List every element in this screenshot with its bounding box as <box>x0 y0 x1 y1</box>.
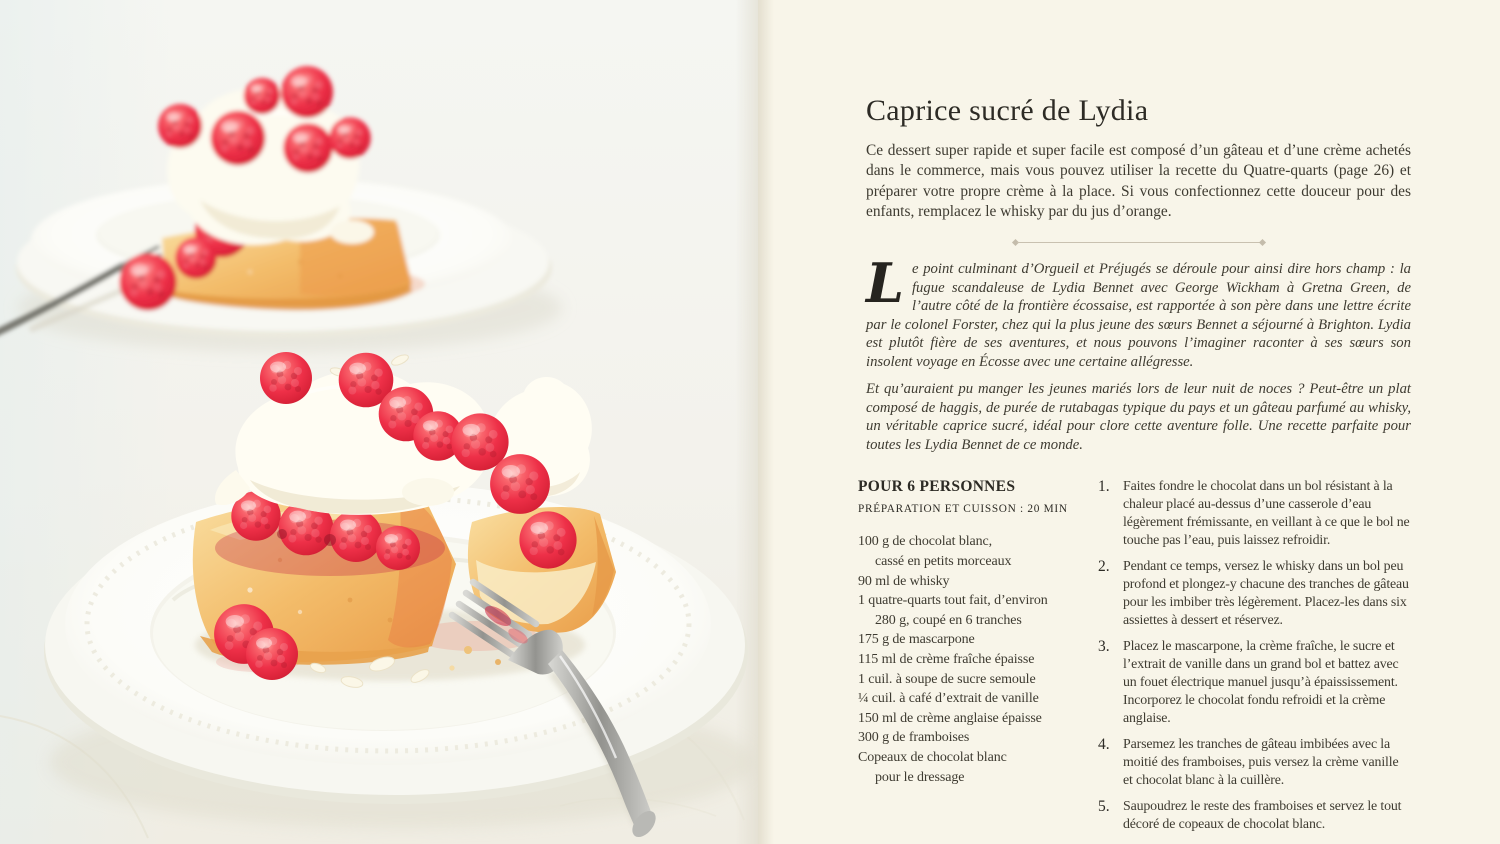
step-item <box>1098 736 1411 790</box>
step-item <box>1098 638 1411 728</box>
ingredient-item: 1 cuil. à soupe de sucre semoule <box>858 671 1036 687</box>
step-text: Parsemez les tranches de gâteau imbibées avec la moitié des framboises, puis versez la crème vanille et chocolat blanc à la cuillère. <box>1123 737 1399 789</box>
story-paragraph-2: Et qu’auraient pu manger les jeunes mariés lors de leur nuit de noces ? Peut-être un plat composé de haggis, de purée de rutabagas typique du pays et un gâteau parfumé au whisky, un véritable caprice sucré, idéal pour clore cette aventure folle. Une recette parfaite pour toutes les Lydia Bennet de ce monde. <box>866 381 1411 453</box>
story-text-1: e point culminant d’Orgueil et Préjugés se déroule pour ainsi dire hors champ : la fugue scandaleuse de Lydia Bennet avec George Wickham à Gretna Green, de l’autre côté de la frontière écossaise, est rapportée à son père dans une lettre écrite par le colonel Forster, chez qui la plus jeune des sœurs Bennet a séjourné à Brighton. Lydia est plutôt fière de ses aventures, et nous pouvons l’imaginer raconter à ses sœurs son insolent voyage en Écosse avec une certaine allégresse. <box>866 261 1411 370</box>
recipe-section <box>858 478 1411 842</box>
ingredient-item: 175 g de mascarpone <box>858 632 975 648</box>
prep-time: PRÉPARATION ET CUISSON : 20 MIN <box>858 503 1068 516</box>
ingredient-item: 1 quatre-quarts tout fait, d’environ <box>858 593 1048 609</box>
step-number: 1. <box>1098 478 1110 496</box>
step-number: 3. <box>1098 638 1110 656</box>
page-title: Caprice sucré de Lydia <box>866 94 1149 127</box>
step-item <box>1098 478 1411 550</box>
ingredients-column <box>858 478 1098 842</box>
ingredient-item: 115 ml de crème fraîche épaisse <box>858 652 1035 668</box>
step-item <box>1098 558 1411 630</box>
ingredient-item: 300 g de framboises <box>858 730 970 746</box>
ingredient-item: ¼ cuil. à café d’extrait de vanille <box>858 691 1039 707</box>
section-divider <box>1013 239 1265 246</box>
intro-paragraph: Ce dessert super rapide et super facile est composé d’un gâteau et d’une crème achetés dans le commerce, mais vous pouvez utiliser la recette du Quatre-quarts (page 26) et préparer votre propre crème à la place. Si vous confectionnez cette douceur pour des enfants, remplacez le whisky par du jus d’orange. <box>866 142 1411 220</box>
step-number: 4. <box>1098 736 1110 754</box>
step-text: Pendant ce temps, versez le whisky dans un bol peu profond et plongez-y chacune des tranches de gâteau pour les imbiber très légèrement. Placez-les dans six assiettes à dessert et réservez. <box>1123 559 1409 629</box>
recipe-content <box>858 0 1411 842</box>
step-item <box>1098 798 1411 834</box>
servings-heading: POUR 6 PERSONNES <box>858 478 1016 496</box>
divider-right-finial <box>1258 239 1265 246</box>
ingredient-item: 90 ml de whisky <box>858 573 950 589</box>
ingredient-item: cassé en petits morceaux <box>875 554 1012 570</box>
ingredient-item: 100 g de chocolat blanc, <box>858 534 993 550</box>
ingredient-item: 280 g, coupé en 6 tranches <box>875 612 1022 628</box>
recipe-page <box>758 0 1500 844</box>
ingredient-item: pour le dressage <box>875 769 965 785</box>
step-number: 5. <box>1098 798 1110 816</box>
ingredient-item: 150 ml de crème anglaise épaisse <box>858 710 1042 726</box>
ingredients-list <box>858 532 1098 787</box>
divider-line <box>1017 242 1261 243</box>
story-paragraph-1 <box>866 251 1411 371</box>
steps-list <box>1098 478 1411 842</box>
ingredient-item: Copeaux de chocolat blanc <box>858 750 1007 765</box>
step-text: Placez le mascarpone, la crème fraîche, le sucre et l’extrait de vanille dans un grand bol et battez avec un fouet électrique manuel jusqu’à épaississement. Incorporez le chocolat fondu refroidi et la crème anglaise. <box>1123 639 1399 727</box>
step-text: Saupoudrez le reste des framboises et servez le tout décoré de copeaux de chocolat blanc. <box>1123 799 1402 833</box>
step-text: Faites fondre le chocolat dans un bol résistant à la chaleur placé au-dessus d’une casserole d’eau légèrement frémissante, en veillant à ce que le bol ne touche pas l’eau, puis laissez refroidir. <box>1123 479 1410 549</box>
step-number: 2. <box>1098 558 1110 576</box>
drop-cap: L <box>866 251 904 316</box>
